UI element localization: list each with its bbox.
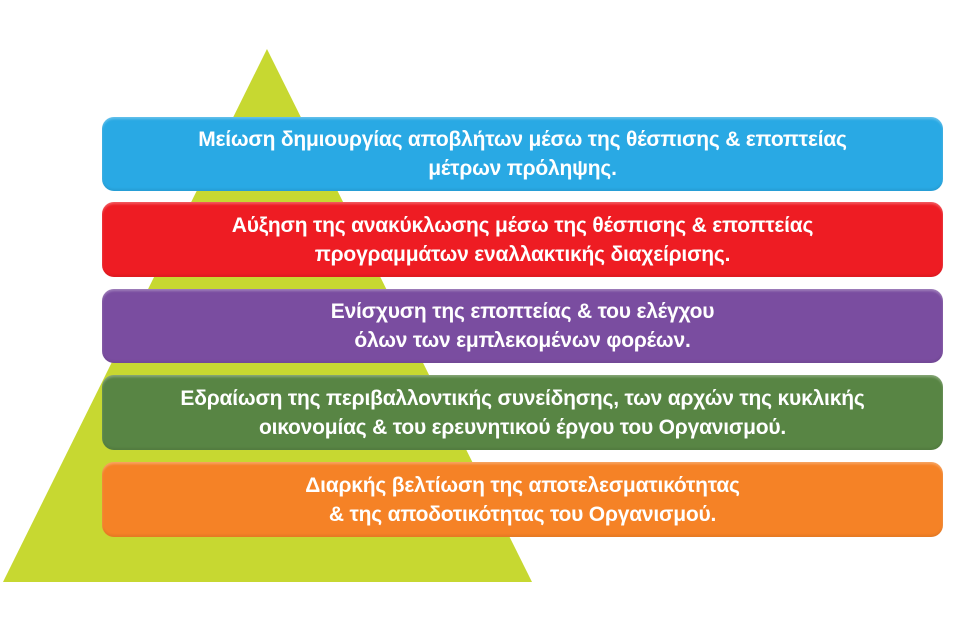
level-text-line: & της αποδοτικότητας του Οργανισμού.: [328, 502, 717, 526]
level-text-line: οικονομίας & του ερευνητικού έργου του Οργανισμού.: [258, 415, 787, 439]
level-text-line: όλων των εμπλεκομένων φορέων.: [354, 329, 691, 352]
level-text-line: Διαρκής βελτίωση της αποτελεσματικότητας: [305, 473, 740, 497]
pyramid-level-waste-prevention: [102, 117, 943, 191]
level-text-line: Αύξηση της ανακύκλωσης μέσω της θέσπισης & εποπτείας: [231, 213, 814, 237]
level-text-line: Μείωση δημιουργίας αποβλήτων μέσω της θέσπισης & εποπτείας: [198, 128, 847, 151]
pyramid-level-recycling-increase: [102, 202, 943, 277]
level-text-line: μέτρων πρόληψης.: [428, 157, 617, 180]
pyramid-level-environmental-awareness: [102, 375, 943, 450]
pyramid-level-supervision-control: [102, 289, 943, 363]
level-text-line: Ενίσχυση της εποπτείας & του ελέγχου: [330, 300, 715, 323]
level-text-line: Εδραίωση της περιβαλλοντικής συνείδησης, των αρχών της κυκλικής: [180, 386, 865, 410]
level-text-line: προγραμμάτων εναλλακτικής διαχείρισης.: [314, 242, 731, 266]
pyramid-level-continuous-improvement: [102, 462, 943, 537]
